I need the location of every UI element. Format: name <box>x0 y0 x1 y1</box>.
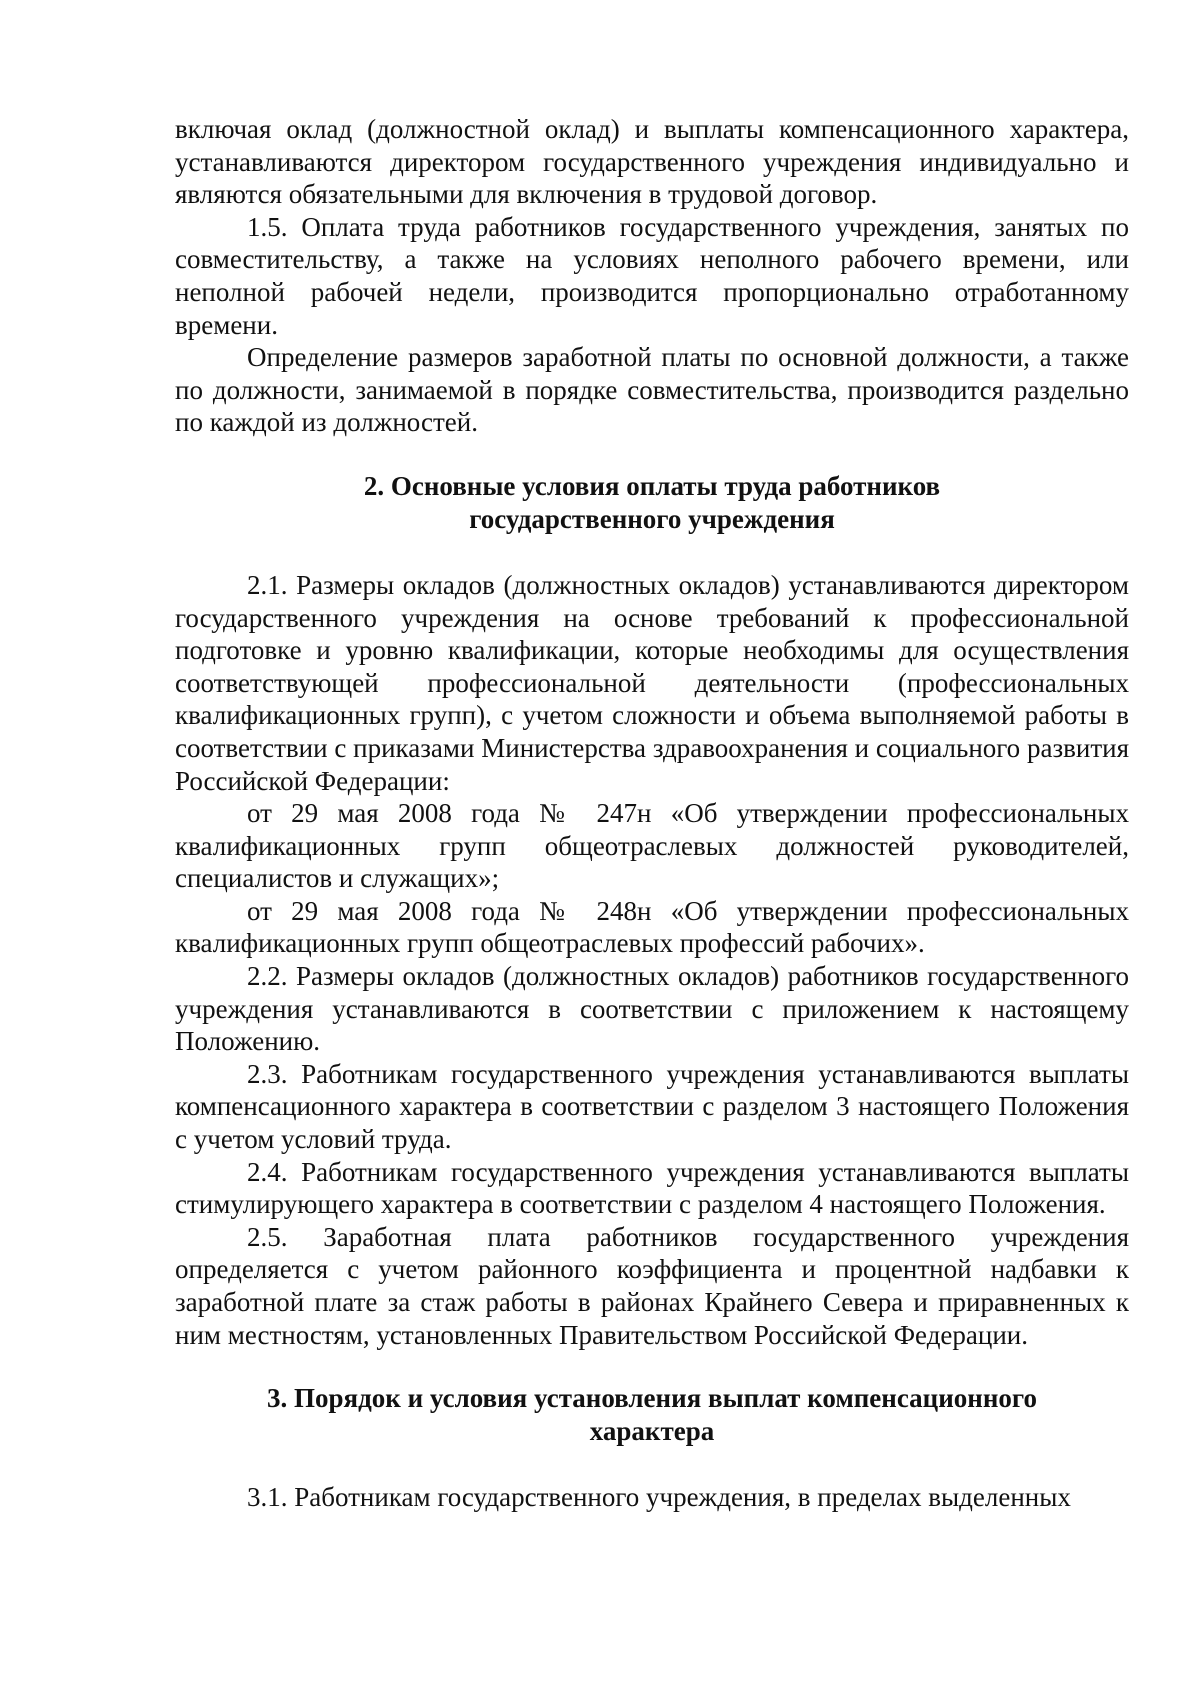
section-2-heading <box>175 470 1129 536</box>
paragraph-2-4: 2.4. Работникам государственного учреждения устанавливаются выплаты стимулирующего характера в соответствии с разделом 4 настоящего Положения. <box>175 1156 1129 1220</box>
section-3-heading <box>175 1382 1129 1448</box>
section-2-heading-line-1: 2. Основные условия оплаты труда работников <box>363 470 941 501</box>
paragraph-2-5: 2.5. Заработная плата работников государственного учреждения определяется с учетом районного коэффициента и процентной надбавки к заработной плате за стаж работы в районах Крайнего Севера и приравненных к ним местностям, установленных Правительством Российской Федерации. <box>175 1221 1129 1350</box>
spacer <box>175 536 1129 569</box>
paragraph-1-5-continued: Определение размеров заработной платы по основной должности, а также по должности, занимаемой в порядке совместительства, производится раздельно по каждой из должностей. <box>175 342 1129 438</box>
paragraph-1-5: 1.5. Оплата труда работников государственного учреждения, занятых по совместительству, а также на условиях неполного рабочего времени, или неполной рабочей недели, производится пропорционально отработанному времени. <box>175 211 1129 340</box>
paragraph-2-1-order-248n: от 29 мая 2008 года № 248н «Об утверждении профессиональных квалификационных групп общеотраслевых профессий рабочих». <box>175 895 1129 959</box>
paragraph-3-1: 3.1. Работникам государственного учреждения, в пределах выделенных <box>247 1482 1071 1513</box>
section-2-heading-line-2: государственного учреждения <box>469 503 835 534</box>
section-3-heading-line-2: характера <box>589 1416 715 1447</box>
paragraph-2-3: 2.3. Работникам государственного учреждения устанавливаются выплаты компенсационного характера в соответствии с разделом 3 настоящего Положения с учетом условий труда. <box>175 1058 1129 1155</box>
paragraph-2-1: 2.1. Размеры окладов (должностных окладов) устанавливаются директором государственного учреждения на основе требований к профессиональной подготовке и уровню квалификации, которые необходимы для осуществления соответствующей профессиональной деятельности (профессиональных квалификационных групп), с учетом сложности и объема выполняемой работы в соответствии с приказами Министерства здравоохранения и социального развития Российской Федерации: <box>175 569 1129 796</box>
section-3-heading-line-1: 3. Порядок и условия установления выплат компенсационного <box>267 1383 1037 1414</box>
intro-paragraph: включая оклад (должностной оклад) и выплаты компенсационного характера, устанавливаются директором государственного учреждения индивидуально и являются обязательными для включения в трудовой договор. <box>175 114 1129 210</box>
paragraph-2-1-order-247n: от 29 мая 2008 года № 247н «Об утверждении профессиональных квалификационных групп общеотраслевых должностей руководителей, специалистов и служащих»; <box>175 798 1129 894</box>
spacer <box>175 439 1129 470</box>
spacer <box>175 1351 1129 1382</box>
spacer <box>175 1448 1129 1481</box>
document-body <box>175 113 1129 1514</box>
paragraph-2-2: 2.2. Размеры окладов (должностных окладов) работников государственного учреждения устанавливаются в соответствии с приложением к настоящему Положению. <box>175 961 1129 1057</box>
